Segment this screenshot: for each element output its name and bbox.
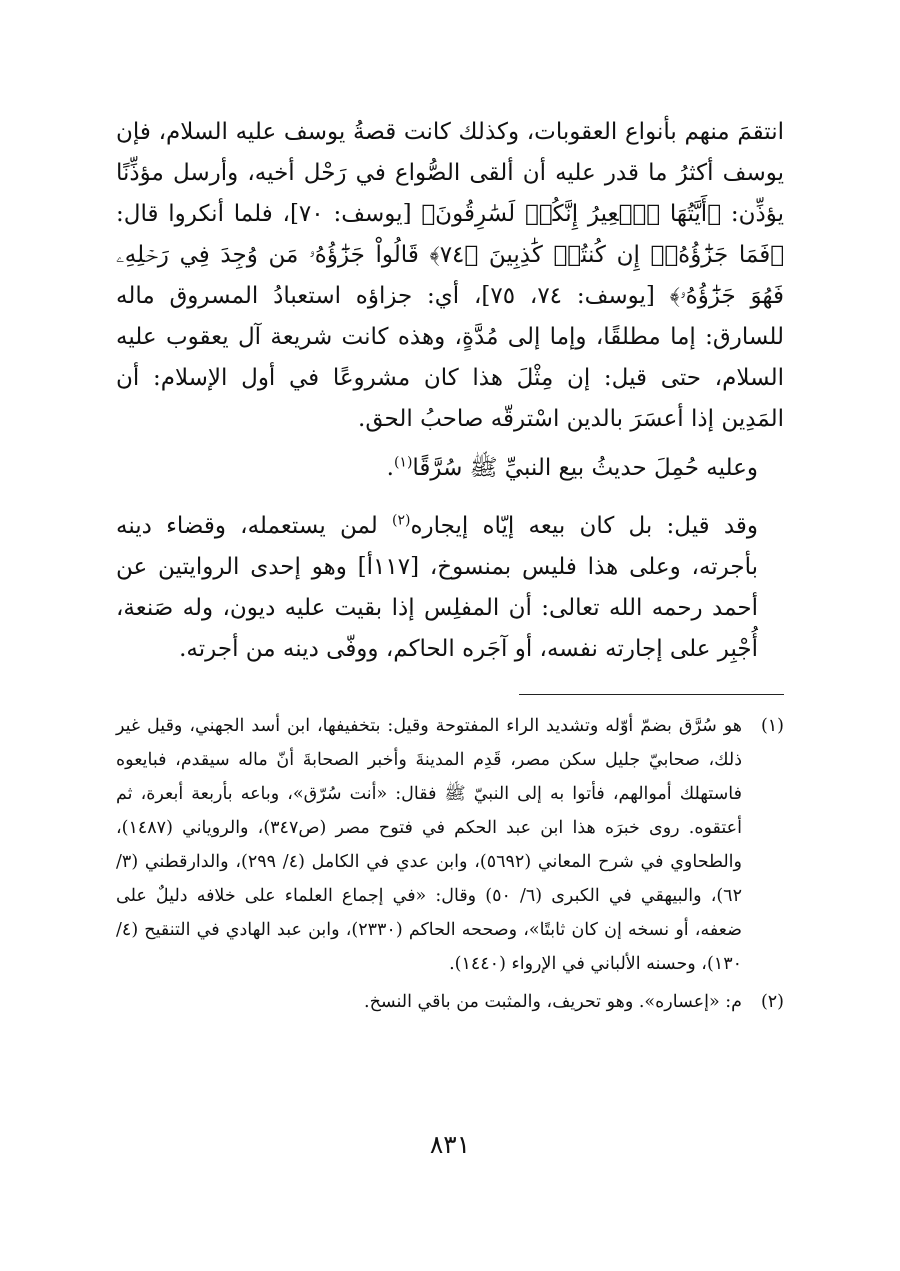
footnote-2	[116, 985, 784, 1019]
verse-reference-2: [يوسف: ٧٤، ٧٥]، أي: جزاؤه استعبادُ المسروق ماله للسارق: إما مطلقًا، وإما إلى مُدَّةٍ، وهذه كانت شريعة آل يعقوب عليه السلام، حتى قيل: إن مِثْلَ هذا كان مشروعًا في أول الإسلام: أن المَدِين إذا أعسَرَ بالدين اسْترقّه صاحبُ الحق.	[116, 283, 784, 432]
paragraph-1	[116, 112, 784, 440]
main-text	[116, 112, 784, 670]
paragraph-3-text-b: لمن يستعمله، وقضاء دينه بأجرته، وعلى هذا فليس بمنسوخ، [١١٧أ] وهو إحدى الروايتين عن أحمد رحمه الله تعالى: أن المفلِس إذا بقيت عليه ديون، وله صَنعة، أُجْبِر على إجارته نفسه، أو آجَره الحاكم، ووفّى دينه من أجرته.	[116, 513, 758, 662]
page-number: ٨٣١	[429, 1130, 471, 1159]
paragraph-3	[116, 506, 784, 670]
footnote-2-text: م: «إعساره». وهو تحريف، والمثبت من باقي النسخ.	[364, 992, 742, 1012]
footnote-marker-2[interactable]: (٢)	[392, 512, 411, 529]
quran-verse-1: ﴿أَيَّتُهَا ٱلۡعِيرُ إِنَّكُمۡ لَسَٰرِقُونَ﴾	[421, 201, 721, 227]
footnote-marker-1[interactable]: (١)	[393, 454, 413, 471]
verse-reference-1: [يوسف: ٧٠]، فلما أنكروا قال:	[116, 201, 422, 227]
quran-verse-2: ﴿فَمَا جَزَٰٓؤُهُۥٓ إِن كُنتُمۡ كَٰذِبِينَ ﴿٧٤﴾ قَالُواْ جَزَٰٓؤُهُۥ مَن وُجِدَ فِي رَحۡلِهِۦ فَهُوَ جَزَٰٓؤُهُۥ﴾	[116, 242, 784, 309]
footnote-1-text: هو سُرَّق بضمّ أوّله وتشديد الراء المفتوحة وقيل: بتخفيفها، ابن أسد الجهني، وقيل غير ذلك، صحابيّ جليل سكن مصر، قَدِم المدينةَ وأخبر الصحابةَ أنّ ماله سيقدم، فبايعوه فاستهلك أموالهم، فأتوا به إلى النبيّ ﷺ فقال: «أنت سُرّق»، وباعه بأربعة أبعرة، ثم أعتقوه. روى خبرَه هذا ابن عبد الحكم في فتوح مصر (ص٣٤٧)، والروياني (١٤٨٧)، والطحاوي في شرح المعاني (٥٦٩٢)، وابن عدي في الكامل (٤/ ٢٩٩)، والدارقطني (٣/ ٦٢)، والبيهقي في الكبرى (٦/ ٥٠) وقال: «في إجماع العلماء على خلافه دليلٌ على ضعفه، أو نسخه إن كان ثابتًا»، وصححه الحاكم (٢٣٣٠)، وابن عبد الهادي في التنقيح (٤/ ١٣٠)، وحسنه الألباني في الإرواء (١٤٤٠).	[116, 716, 742, 974]
paragraph-2	[116, 448, 784, 489]
paragraph-2-end: .	[386, 455, 394, 481]
footnote-separator	[519, 694, 784, 695]
paragraph-1-text: انتقمَ منهم بأنواع العقوبات، وكذلك كانت قصةُ يوسف عليه السلام، فإن يوسف أكثرُ ما قدر عليه أن ألقى الصُّواع في رَحْل أخيه، وأرسل مؤذِّنًا يؤذِّن:	[116, 119, 784, 227]
footnote-1	[116, 709, 784, 981]
paragraph-3-text-a: وقد قيل: بل كان بيعه إيّاه إيجاره	[410, 513, 758, 539]
page-body	[116, 112, 784, 1019]
paragraph-2-text: وعليه حُمِلَ حديثُ بيع النبيِّ ﷺ سُرَّقًا	[412, 455, 758, 481]
footnotes	[116, 709, 784, 1019]
footnote-1-number: (١)	[760, 716, 784, 736]
footnote-2-number: (٢)	[760, 992, 784, 1012]
